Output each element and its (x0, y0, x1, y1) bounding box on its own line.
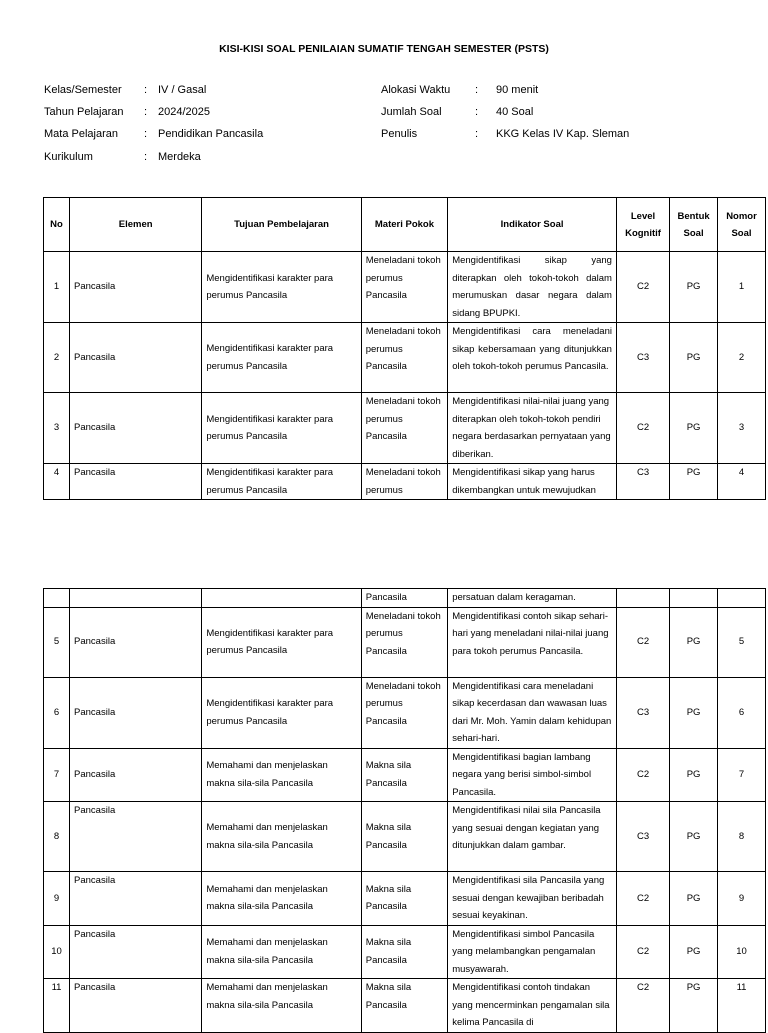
cell-no: 2 (44, 323, 70, 393)
cell-tujuan: Memahami dan menjelaskan makna sila-sila Pancasila (202, 925, 361, 979)
info-value: 2024/2025 (158, 106, 210, 118)
cell-no: 5 (44, 607, 70, 677)
cell-bentuk: PG (670, 393, 718, 464)
cell-tujuan: Mengidentifikasi karakter para perumus Pancasila (202, 677, 361, 748)
info-label: Kurikulum (44, 151, 93, 163)
cell-elemen: Pancasila (70, 323, 202, 393)
cell-indikator: Mengidentifikasi bagian lambang negara yang berisi simbol-simbol Pancasila. (448, 748, 617, 802)
table-header-row (44, 198, 766, 252)
cell-level: C2 (616, 393, 669, 464)
cell-indikator: Mengidentifikasi contoh tindakan yang mencerminkan pengamalan sila kelima Pancasila di (448, 979, 617, 1033)
cell-nomor: 6 (718, 677, 766, 748)
cell-indikator: Mengidentifikasi contoh sikap sehari-hari yang meneladani nilai-nilai juang para tokoh perumus Pancasila. (448, 607, 617, 677)
cell-tujuan: Mengidentifikasi karakter para perumus Pancasila (202, 393, 361, 464)
cell-indikator: Mengidentifikasi cara meneladani sikap kecerdasan dan wawasan luas dari Mr. Moh. Yamin dalam kehidupan sehari-hari. (448, 677, 617, 748)
cell-materi: Makna sila Pancasila (361, 802, 447, 872)
cell-elemen: Pancasila (70, 252, 202, 323)
cell-level: C2 (616, 607, 669, 677)
cell-materi: Makna sila Pancasila (361, 979, 447, 1033)
cell-materi: Meneladani tokoh perumus Pancasila (361, 607, 447, 677)
cell-bentuk: PG (670, 872, 718, 926)
cell-no: 9 (44, 872, 70, 926)
cell-tujuan: Mengidentifikasi karakter para perumus Pancasila (202, 607, 361, 677)
cell-indikator: Mengidentifikasi sila Pancasila yang sesuai dengan kewajiban beribadah sesuai keyakinan. (448, 872, 617, 926)
table-row (44, 748, 766, 802)
cell-bentuk: PG (670, 979, 718, 1033)
cell-tujuan: Mengidentifikasi karakter para perumus Pancasila (202, 323, 361, 393)
cell-nomor: 2 (718, 323, 766, 393)
cell-indikator: Mengidentifikasi nilai-nilai juang yang diterapkan oleh tokoh-tokoh pendiri negara berdasarkan pernyataan yang diberikan. (448, 393, 617, 464)
cell-bentuk: PG (670, 925, 718, 979)
info-label: Jumlah Soal (381, 106, 442, 118)
cell-nomor: 8 (718, 802, 766, 872)
cell-tujuan: Memahami dan menjelaskan makna sila-sila Pancasila (202, 802, 361, 872)
cell-nomor: 7 (718, 748, 766, 802)
cell-bentuk: PG (670, 677, 718, 748)
table-row (44, 464, 766, 500)
cell-indikator: Mengidentifikasi sikap yang harus dikembangkan untuk mewujudkan (448, 464, 617, 500)
header-elemen: Elemen (70, 198, 202, 252)
cell-tujuan: Memahami dan menjelaskan makna sila-sila Pancasila (202, 748, 361, 802)
cell-level: C2 (616, 872, 669, 926)
info-colon: : (475, 128, 479, 140)
cell-elemen: Pancasila (70, 872, 202, 926)
info-left (44, 84, 364, 174)
header-materi: Materi Pokok (361, 198, 447, 252)
cell-elemen: Pancasila (70, 748, 202, 802)
cell-materi: Meneladani tokoh perumus Pancasila (361, 677, 447, 748)
cell-no: 11 (44, 979, 70, 1033)
cell-nomor: 3 (718, 393, 766, 464)
cell-indikator: Mengidentifikasi simbol Pancasila yang melambangkan pengamalan musyawarah. (448, 925, 617, 979)
cell-level: C3 (616, 464, 669, 500)
header-tujuan: Tujuan Pembelajaran (202, 198, 361, 252)
cell-no: 8 (44, 802, 70, 872)
cell-level: C3 (616, 677, 669, 748)
info-colon: : (475, 106, 479, 118)
header-indikator: Indikator Soal (448, 198, 617, 252)
kisi-kisi-table (43, 197, 766, 500)
info-colon: : (144, 106, 148, 118)
cell-no: 10 (44, 925, 70, 979)
cell-tujuan: Memahami dan menjelaskan makna sila-sila Pancasila (202, 872, 361, 926)
cell-empty (616, 589, 669, 608)
header-bentuk: Bentuk Soal (670, 198, 718, 252)
cell-indikator: persatuan dalam keragaman. (448, 589, 617, 608)
cell-elemen: Pancasila (70, 677, 202, 748)
document-title: KISI-KISI SOAL PENILAIAN SUMATIF TENGAH SEMESTER (PSTS) (219, 43, 549, 55)
info-label: Mata Pelajaran (44, 128, 118, 140)
cell-materi: Makna sila Pancasila (361, 925, 447, 979)
cell-nomor: 9 (718, 872, 766, 926)
info-value: 90 menit (496, 84, 539, 96)
cell-level: C2 (616, 252, 669, 323)
cell-empty (670, 589, 718, 608)
info-value: Merdeka (158, 151, 201, 163)
cell-indikator: Mengidentifikasi sikap yang diterapkan oleh tokoh-tokoh dalam merumuskan dasar negara dalam sidang BPUPKI. (448, 252, 617, 323)
cell-empty (70, 589, 202, 608)
cell-no: 6 (44, 677, 70, 748)
cell-no: 4 (44, 464, 70, 500)
info-label: Penulis (381, 128, 418, 140)
cell-no: 3 (44, 393, 70, 464)
info-value: KKG Kelas IV Kap. Sleman (496, 128, 630, 140)
cell-materi: Meneladani tokoh perumus Pancasila (361, 252, 447, 323)
info-right (381, 84, 721, 154)
cell-elemen: Pancasila (70, 925, 202, 979)
cell-tujuan: Memahami dan menjelaskan makna sila-sila Pancasila (202, 979, 361, 1033)
cell-materi: Pancasila (361, 589, 447, 608)
cell-materi: Makna sila Pancasila (361, 748, 447, 802)
cell-empty (44, 589, 70, 608)
cell-bentuk: PG (670, 748, 718, 802)
info-label: Tahun Pelajaran (44, 106, 124, 118)
table-row (44, 393, 766, 464)
header-level: Level Kognitif (616, 198, 669, 252)
cell-empty (202, 589, 361, 608)
info-colon: : (475, 84, 479, 96)
cell-tujuan: Mengidentifikasi karakter para perumus Pancasila (202, 464, 361, 500)
info-colon: : (144, 128, 148, 140)
cell-nomor: 1 (718, 252, 766, 323)
info-label: Kelas/Semester (44, 84, 122, 96)
info-value: Pendidikan Pancasila (158, 128, 264, 140)
cell-indikator: Mengidentifikasi nilai sila Pancasila yang sesuai dengan kegiatan yang ditunjukkan dalam gambar. (448, 802, 617, 872)
cell-bentuk: PG (670, 323, 718, 393)
header-nomor: Nomor Soal (718, 198, 766, 252)
cell-materi: Meneladani tokoh perumus Pancasila (361, 393, 447, 464)
cell-bentuk: PG (670, 802, 718, 872)
info-value: 40 Soal (496, 106, 534, 118)
cell-materi: Meneladani tokoh perumus Pancasila (361, 323, 447, 393)
cell-elemen: Pancasila (70, 802, 202, 872)
table-row (44, 677, 766, 748)
cell-level: C2 (616, 979, 669, 1033)
cell-materi: Meneladani tokoh perumus (361, 464, 447, 500)
cell-level: C3 (616, 323, 669, 393)
cell-elemen: Pancasila (70, 607, 202, 677)
table-row (44, 802, 766, 872)
table-row (44, 323, 766, 393)
cell-indikator: Mengidentifikasi cara meneladani sikap kebersamaan yang ditunjukkan oleh tokoh-tokoh perumus Pancasila. (448, 323, 617, 393)
info-value: IV / Gasal (158, 84, 207, 96)
info-label: Alokasi Waktu (381, 84, 451, 96)
cell-elemen: Pancasila (70, 979, 202, 1033)
info-colon: : (144, 151, 148, 163)
cell-bentuk: PG (670, 252, 718, 323)
cell-elemen: Pancasila (70, 393, 202, 464)
table-row (44, 872, 766, 926)
cell-level: C3 (616, 802, 669, 872)
cell-nomor: 5 (718, 607, 766, 677)
table-row-continuation (44, 589, 766, 608)
table-row (44, 252, 766, 323)
cell-bentuk: PG (670, 607, 718, 677)
cell-nomor: 10 (718, 925, 766, 979)
cell-materi: Makna sila Pancasila (361, 872, 447, 926)
kisi-kisi-table-continued (43, 588, 766, 1033)
cell-level: C2 (616, 748, 669, 802)
cell-no: 1 (44, 252, 70, 323)
header-no: No (44, 198, 70, 252)
cell-elemen: Pancasila (70, 464, 202, 500)
table-row (44, 607, 766, 677)
cell-level: C2 (616, 925, 669, 979)
cell-tujuan: Mengidentifikasi karakter para perumus Pancasila (202, 252, 361, 323)
info-colon: : (144, 84, 148, 96)
table-row (44, 925, 766, 979)
cell-nomor: 11 (718, 979, 766, 1033)
cell-empty (718, 589, 766, 608)
cell-no: 7 (44, 748, 70, 802)
cell-bentuk: PG (670, 464, 718, 500)
cell-nomor: 4 (718, 464, 766, 500)
